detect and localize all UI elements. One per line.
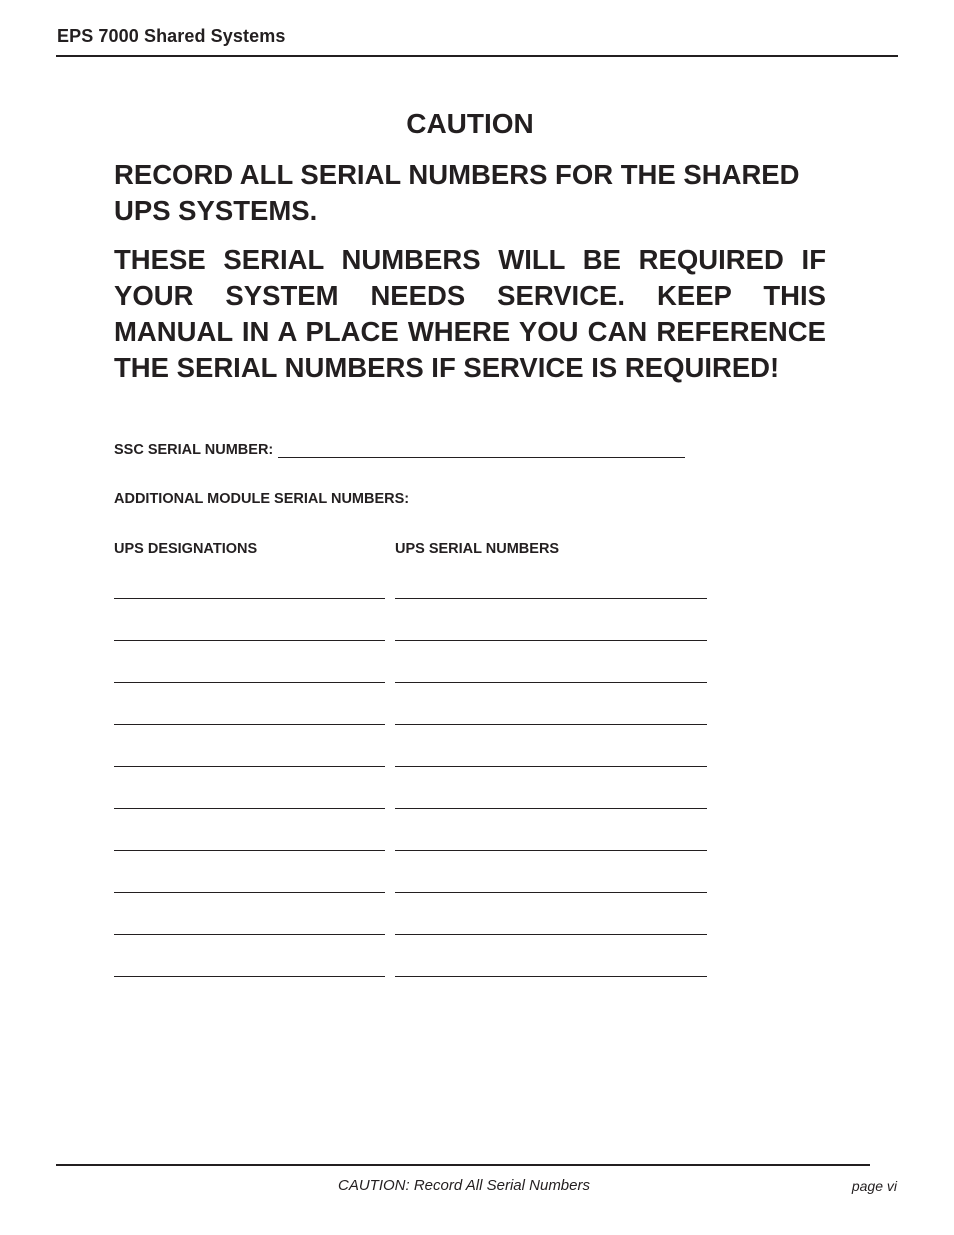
ups-designation-blank[interactable] <box>114 892 385 893</box>
additional-module-label: ADDITIONAL MODULE SERIAL NUMBERS: <box>114 491 410 507</box>
ups-serial-number-blank[interactable] <box>395 808 707 809</box>
ups-designation-blank[interactable] <box>114 850 385 851</box>
serial-row <box>114 640 707 642</box>
serial-row <box>114 976 707 978</box>
caution-heading: CAUTION <box>406 108 534 139</box>
serial-row <box>114 808 707 810</box>
ups-designation-blank[interactable] <box>114 976 385 977</box>
ups-designation-blank[interactable] <box>114 724 385 725</box>
ssc-serial-row <box>114 441 685 458</box>
ups-serial-number-blank[interactable] <box>395 934 707 935</box>
ups-serial-number-blank[interactable] <box>395 640 707 641</box>
column-header-serial-numbers: UPS SERIAL NUMBERS <box>395 541 560 557</box>
ups-serial-number-blank[interactable] <box>395 598 707 599</box>
serial-row <box>114 934 707 936</box>
ups-designation-blank[interactable] <box>114 766 385 767</box>
footer-divider <box>56 1164 870 1166</box>
ups-serial-number-blank[interactable] <box>395 976 707 977</box>
serial-row <box>114 850 707 852</box>
serial-row <box>114 724 707 726</box>
caution-paragraph-record: RECORD ALL SERIAL NUMBERS FOR THE SHARED UPS SYSTEMS. <box>114 159 800 226</box>
ups-designation-blank[interactable] <box>114 640 385 641</box>
ups-serial-number-blank[interactable] <box>395 682 707 683</box>
serial-row <box>114 598 707 600</box>
ups-designation-blank[interactable] <box>114 682 385 683</box>
column-header-designations: UPS DESIGNATIONS <box>114 541 258 557</box>
ssc-serial-label: SSC SERIAL NUMBER: <box>114 442 274 458</box>
header-divider <box>56 55 898 57</box>
ups-serial-number-blank[interactable] <box>395 766 707 767</box>
ups-serial-number-blank[interactable] <box>395 892 707 893</box>
serial-row <box>114 682 707 684</box>
caution-paragraph-service: THESE SERIAL NUMBERS WILL BE REQUIRED IF YOUR SYSTEM NEEDS SERVICE. KEEP THIS MANUAL IN A PLACE WHERE YOU CAN REFERENCE THE SERIAL NUMBERS IF SERVICE IS REQUIRED! <box>114 244 826 383</box>
ups-designation-blank[interactable] <box>114 808 385 809</box>
serial-row <box>114 892 707 894</box>
page-number: page vi <box>851 1178 897 1194</box>
footer-caption: CAUTION: Record All Serial Numbers <box>337 1177 590 1194</box>
ups-designation-blank[interactable] <box>114 934 385 935</box>
ups-serial-number-blank[interactable] <box>395 724 707 725</box>
ups-serial-number-blank[interactable] <box>395 850 707 851</box>
ups-designation-blank[interactable] <box>114 598 385 599</box>
document-title: EPS 7000 Shared Systems <box>57 26 286 46</box>
serial-row <box>114 766 707 768</box>
ssc-serial-blank[interactable] <box>278 441 685 458</box>
